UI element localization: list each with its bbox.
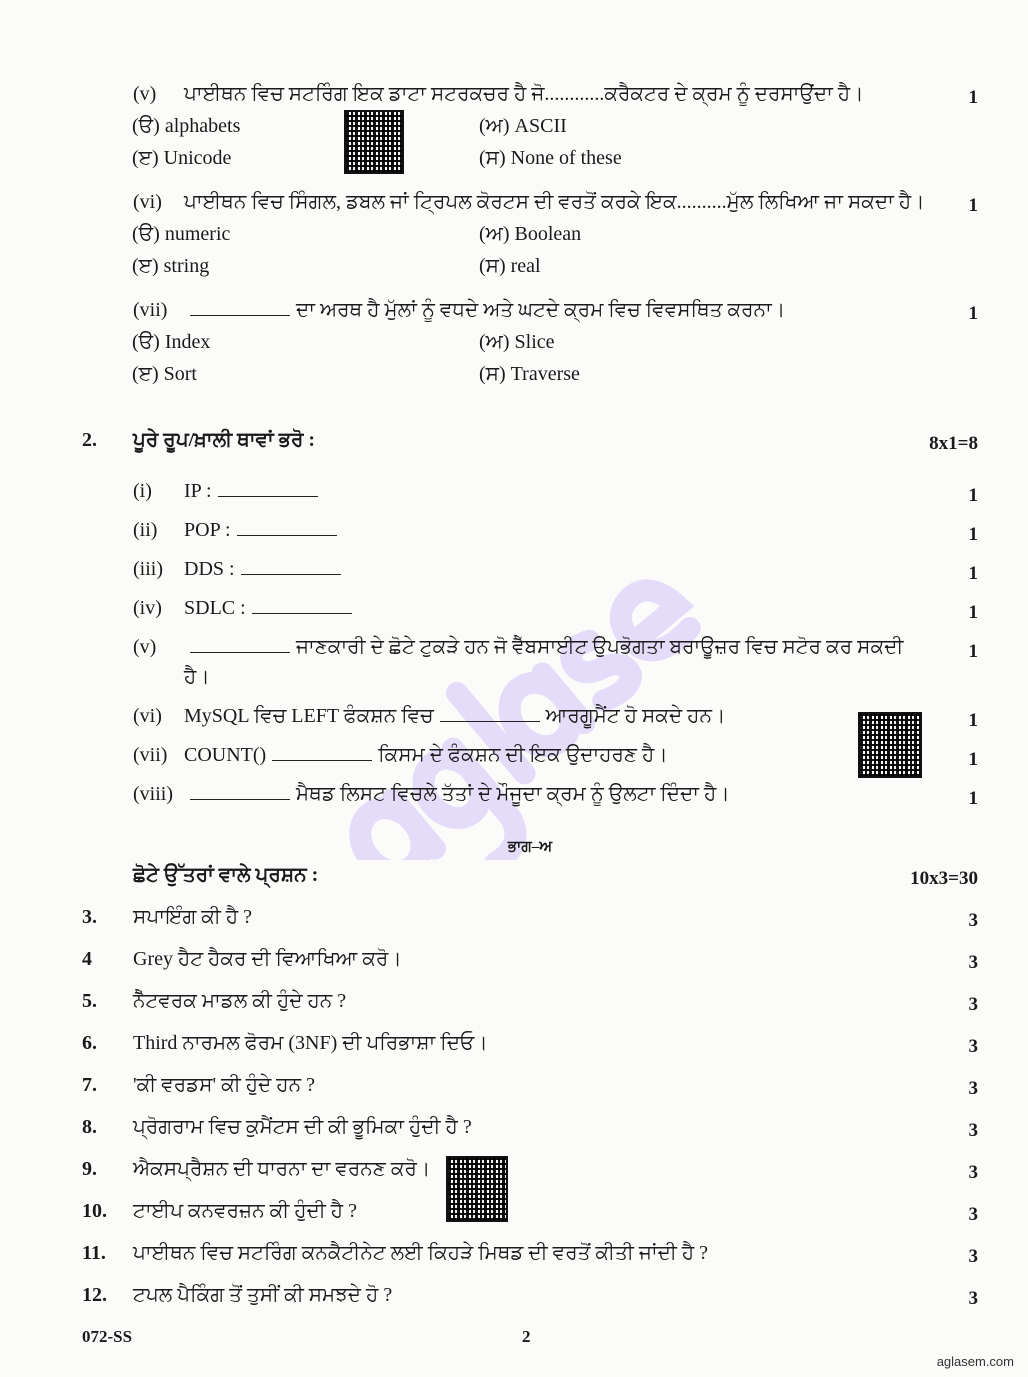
- option-b: (ਅ) ASCII: [479, 115, 567, 137]
- marks: 1: [968, 788, 978, 809]
- option-a: (ੳ) numeric: [132, 223, 231, 245]
- option-b: (ਅ) Boolean: [479, 223, 582, 245]
- fill-blank-item: [133, 779, 978, 809]
- item-suffix: ਜਾਣਕਾਰੀ ਦੇ ਛੋਟੇ ਟੁਕੜੇ ਹਨ ਜੋ ਵੈੱਬਸਾਈਟ ਉਪਭੋਗਤਾ ਬਰਾਊਜ਼ਰ ਵਿਚ ਸਟੋਰ ਕਰ ਸਕਦੀ ਹੈ।: [184, 636, 904, 688]
- item-prefix: COUNT(): [184, 744, 267, 766]
- qr-code-icon: [858, 712, 922, 778]
- page-number: 2: [522, 1327, 531, 1346]
- short-question: [82, 1237, 978, 1269]
- marks: 1: [968, 87, 978, 108]
- option-d: (ਸ) real: [479, 255, 541, 277]
- question-number: 5.: [82, 990, 97, 1012]
- question-2-heading: [82, 424, 978, 456]
- answer-blank: [218, 478, 318, 497]
- item-number: (ii): [133, 519, 158, 541]
- question-text: ਐਕਸਪ੍ਰੈਸ਼ਨ ਦੀ ਧਾਰਨਾ ਦਾ ਵਰਨਣ ਕਰੋ।: [133, 1158, 431, 1180]
- option-a: (ੳ) Index: [132, 331, 211, 353]
- item-body: [184, 515, 930, 545]
- option-c: (ੲ) string: [132, 255, 210, 277]
- marks: 10x3=30: [910, 868, 978, 889]
- item-number: (vi): [133, 705, 162, 727]
- fill-blank-item: [133, 476, 978, 506]
- item-number: (vii): [133, 744, 168, 766]
- question-text: 'ਕੀ ਵਰਡਸ' ਕੀ ਹੁੰਦੇ ਹਨ ?: [133, 1074, 315, 1096]
- question-number: 12.: [82, 1284, 107, 1306]
- marks: 3: [968, 952, 978, 973]
- paper-code: 072-SS: [82, 1327, 133, 1346]
- item-prefix: POP :: [184, 519, 231, 541]
- footer: [82, 1327, 978, 1347]
- answer-blank: [241, 556, 341, 575]
- question-number: 9.: [82, 1158, 97, 1180]
- question-number: 4: [82, 948, 92, 970]
- marks: 3: [968, 994, 978, 1015]
- marks: 1: [968, 524, 978, 545]
- section-subtitle-row: [82, 859, 978, 891]
- item-suffix: ਆਰਗੂਮੈਂਟ ਹੋ ਸਕਦੇ ਹਨ।: [545, 705, 726, 727]
- marks: 1: [968, 641, 978, 662]
- marks: 1: [968, 749, 978, 770]
- fill-blank-list: [133, 476, 978, 809]
- short-question: [82, 901, 978, 933]
- marks: 3: [968, 1162, 978, 1183]
- question-number: 10.: [82, 1200, 107, 1222]
- item-body: [184, 740, 930, 770]
- fill-blank-item: [133, 593, 978, 623]
- option-a: (ੳ) alphabets: [132, 115, 241, 137]
- question-number: 7.: [82, 1074, 97, 1096]
- question-paper: [82, 0, 978, 1377]
- question-text: ਟਪਲ ਪੈਕਿੰਗ ਤੋਂ ਤੁਸੀਂ ਕੀ ਸਮਝਦੇ ਹੋ ?: [133, 1284, 393, 1306]
- option-c: (ੲ) Unicode: [132, 147, 232, 169]
- short-question: [82, 1153, 978, 1185]
- item-number: (iv): [133, 597, 162, 619]
- question-text: ਦਾ ਅਰਥ ਹੈ ਮੁੱਲਾਂ ਨੂੰ ਵਧਦੇ ਅਤੇ ਘਟਦੇ ਕ੍ਰਮ ਵਿਚ ਵਿਵਸਥਿਤ ਕਰਨਾ।: [296, 299, 786, 321]
- answer-blank: [190, 634, 290, 653]
- item-number: (i): [133, 480, 152, 502]
- fill-blank-item: [133, 515, 978, 545]
- marks: 3: [968, 1036, 978, 1057]
- marks: 1: [968, 303, 978, 324]
- answer-blank: [190, 781, 290, 800]
- short-question: [82, 1069, 978, 1101]
- item-body: [184, 554, 930, 584]
- item-number: (iii): [133, 558, 163, 580]
- question-text: ਪਾਈਥਨ ਵਿਚ ਸਿੰਗਲ, ਡਬਲ ਜਾਂ ਟ੍ਰਿਪਲ ਕੋਰਟਸ ਦੀ ਵਰਤੋਂ ਕਰਕੇ ਇਕ..........ਮੁੱਲ ਲਿਖਿਆ ਜਾ ਸਕਦਾ ਹੈ।: [184, 191, 925, 213]
- item-body: [184, 593, 930, 623]
- item-prefix: IP :: [184, 480, 212, 502]
- question-text: ਨੈੱਟਵਰਕ ਮਾਡਲ ਕੀ ਹੁੰਦੇ ਹਨ ?: [133, 990, 347, 1012]
- option-b: (ਅ) Slice: [479, 331, 555, 353]
- marks: 3: [968, 1246, 978, 1267]
- marks: 3: [968, 1288, 978, 1309]
- item-prefix: DDS :: [184, 558, 235, 580]
- question-text: ਟਾਈਪ ਕਨਵਰਜ਼ਨ ਕੀ ਹੁੰਦੀ ਹੈ ?: [133, 1200, 357, 1222]
- item-number: (v): [133, 636, 157, 658]
- short-question: [82, 1111, 978, 1143]
- answer-blank: [252, 595, 352, 614]
- question-number: 8.: [82, 1116, 97, 1138]
- short-question: [82, 1279, 978, 1311]
- marks: 3: [968, 1078, 978, 1099]
- option-c: (ੲ) Sort: [132, 363, 197, 385]
- qr-code-icon: [344, 110, 404, 174]
- short-question: [82, 1195, 978, 1227]
- question-number: 2.: [82, 429, 97, 451]
- item-body: [184, 476, 930, 506]
- question-text: Grey ਹੈਟ ਹੈਕਰ ਦੀ ਵਿਆਖਿਆ ਕਰੋ।: [133, 948, 402, 970]
- marks: 3: [968, 1204, 978, 1225]
- marks: 1: [968, 710, 978, 731]
- question-1vii: [82, 294, 978, 390]
- item-prefix: SDLC :: [184, 597, 246, 619]
- item-body: [184, 701, 930, 731]
- item-body: [184, 779, 930, 809]
- question-number: 3.: [82, 906, 97, 928]
- answer-blank: [272, 742, 372, 761]
- short-question: [82, 1027, 978, 1059]
- short-question-list: [82, 901, 978, 1311]
- answer-blank: [237, 517, 337, 536]
- option-d: (ਸ) None of these: [479, 147, 622, 169]
- answer-blank: [190, 297, 290, 316]
- short-question: [82, 985, 978, 1017]
- fill-blank-item: [133, 740, 978, 770]
- question-number: (vi): [133, 191, 162, 213]
- question-number: (vii): [133, 299, 168, 321]
- item-suffix: ਕਿਸਮ ਦੇ ਫੰਕਸ਼ਨ ਦੀ ਇਕ ਉਦਾਹਰਣ ਹੈ।: [378, 744, 668, 766]
- question-number: 11.: [82, 1242, 106, 1264]
- marks: 1: [968, 195, 978, 216]
- answer-blank: [440, 703, 540, 722]
- section-subtitle: ਛੋਟੇ ਉੱਤਰਾਂ ਵਾਲੇ ਪ੍ਰਸ਼ਨ :: [133, 864, 319, 886]
- fill-blank-item: [133, 554, 978, 584]
- marks: 1: [968, 602, 978, 623]
- marks: 3: [968, 1120, 978, 1141]
- question-number: (v): [133, 83, 157, 105]
- question-1v: [82, 78, 978, 174]
- fill-blank-item: [133, 701, 978, 731]
- question-text: Third ਨਾਰਮਲ ਫੋਰਮ (3NF) ਦੀ ਪਰਿਭਾਸ਼ਾ ਦਿਓ।: [133, 1032, 488, 1054]
- item-number: (viii): [133, 783, 173, 805]
- section-heading: ਭਾਗ–ਅ: [507, 839, 553, 855]
- question-number: 6.: [82, 1032, 97, 1054]
- qr-code-icon: [446, 1156, 508, 1222]
- question-text: ਪਾਈਥਨ ਵਿਚ ਸਟਰਿੰਗ ਇਕ ਡਾਟਾ ਸਟਰਕਚਰ ਹੈ ਜੋ............ਕਰੈਕਟਰ ਦੇ ਕ੍ਰਮ ਨੂੰ ਦਰਸਾਉਂਦਾ ਹੈ।: [184, 83, 864, 105]
- question-text: ਪ੍ਰੋਗਰਾਮ ਵਿਚ ਕੁਮੈਂਟਸ ਦੀ ਕੀ ਭੂਮਿਕਾ ਹੁੰਦੀ ਹੈ ?: [133, 1116, 472, 1138]
- item-prefix: MySQL ਵਿਚ LEFT ਫੰਕਸ਼ਨ ਵਿਚ: [184, 705, 434, 727]
- section-title: ਪੂਰੇ ਰੂਪ/ਖ਼ਾਲੀ ਥਾਵਾਂ ਭਰੋ :: [133, 429, 316, 451]
- option-d: (ਸ) Traverse: [479, 363, 580, 385]
- marks: 3: [968, 910, 978, 931]
- site-credit: aglasem.com: [936, 1354, 1014, 1369]
- marks: 1: [968, 563, 978, 584]
- item-body: [184, 632, 930, 692]
- fill-blank-item: [133, 632, 978, 692]
- marks: 1: [968, 485, 978, 506]
- short-question: [82, 943, 978, 975]
- question-text: ਪਾਈਥਨ ਵਿਚ ਸਟਰਿੰਗ ਕਨਕੈਟੀਨੇਟ ਲਈ ਕਿਹੜੇ ਮਿਥਡ ਦੀ ਵਰਤੋਂ ਕੀਤੀ ਜਾਂਦੀ ਹੈ ?: [133, 1242, 709, 1264]
- item-suffix: ਮੈਥਡ ਲਿਸਟ ਵਿਚਲੇ ਤੱਤਾਂ ਦੇ ਮੌਜੂਦਾ ਕ੍ਰਮ ਨੂੰ ਉਲਟਾ ਦਿੰਦਾ ਹੈ।: [296, 783, 730, 805]
- marks: 8x1=8: [929, 433, 978, 454]
- question-1vi: [82, 186, 978, 282]
- question-text: ਸਪਾਇੰਗ ਕੀ ਹੈ ?: [133, 906, 253, 928]
